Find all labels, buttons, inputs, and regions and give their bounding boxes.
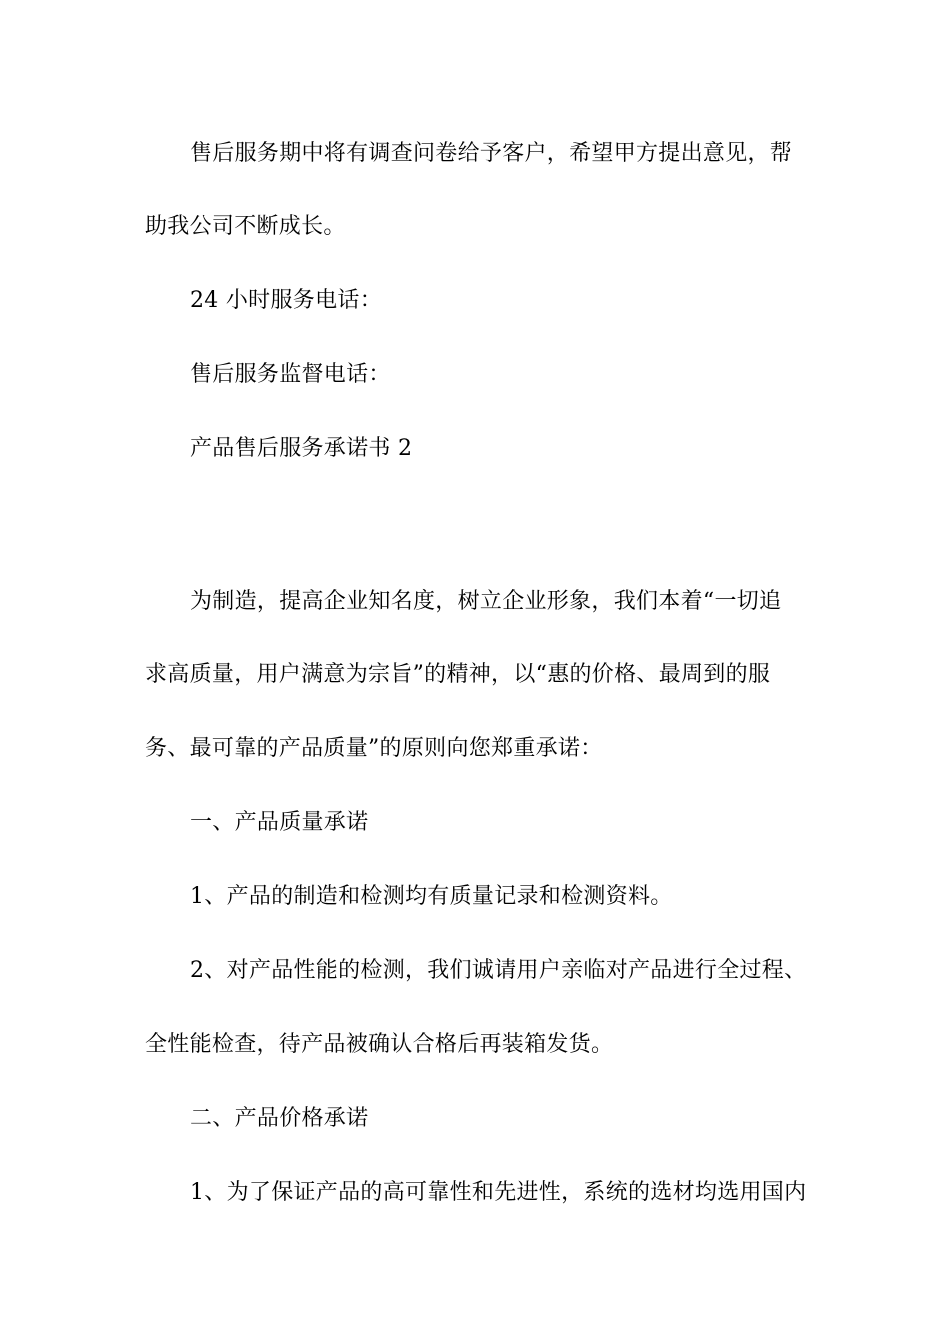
paragraph-line: 2、对产品性能的检测，我们诚请用户亲临对产品进行全过程、 <box>190 958 807 983</box>
paragraph-line: 售后服务监督电话： <box>190 362 391 387</box>
paragraph-line: 助我公司不断成长。 <box>145 214 346 239</box>
paragraph-line: 全性能检查，待产品被确认合格后再装箱发货。 <box>145 1032 614 1057</box>
section-title: 产品售后服务承诺书 2 <box>190 436 413 461</box>
paragraph-line: 1、产品的制造和检测均有质量记录和检测资料。 <box>190 884 673 909</box>
paragraph-line: 务、最可靠的产品质量”的原则向您郑重承诺： <box>145 736 603 761</box>
section-heading: 二、产品价格承诺 <box>190 1106 369 1131</box>
section-heading: 一、产品质量承诺 <box>190 810 369 835</box>
paragraph-line: 24 小时服务电话： <box>190 288 382 313</box>
paragraph-line: 售后服务期中将有调查问卷给予客户，希望甲方提出意见，帮 <box>190 141 793 166</box>
paragraph-line: 1、为了保证产品的高可靠性和先进性，系统的选材均选用国内 <box>190 1180 807 1205</box>
paragraph-line: 为制造，提高企业知名度，树立企业形象，我们本着“一切追 <box>190 589 782 614</box>
paragraph-line: 求高质量，用户满意为宗旨”的精神，以“惠的价格、最周到的服 <box>145 662 771 687</box>
